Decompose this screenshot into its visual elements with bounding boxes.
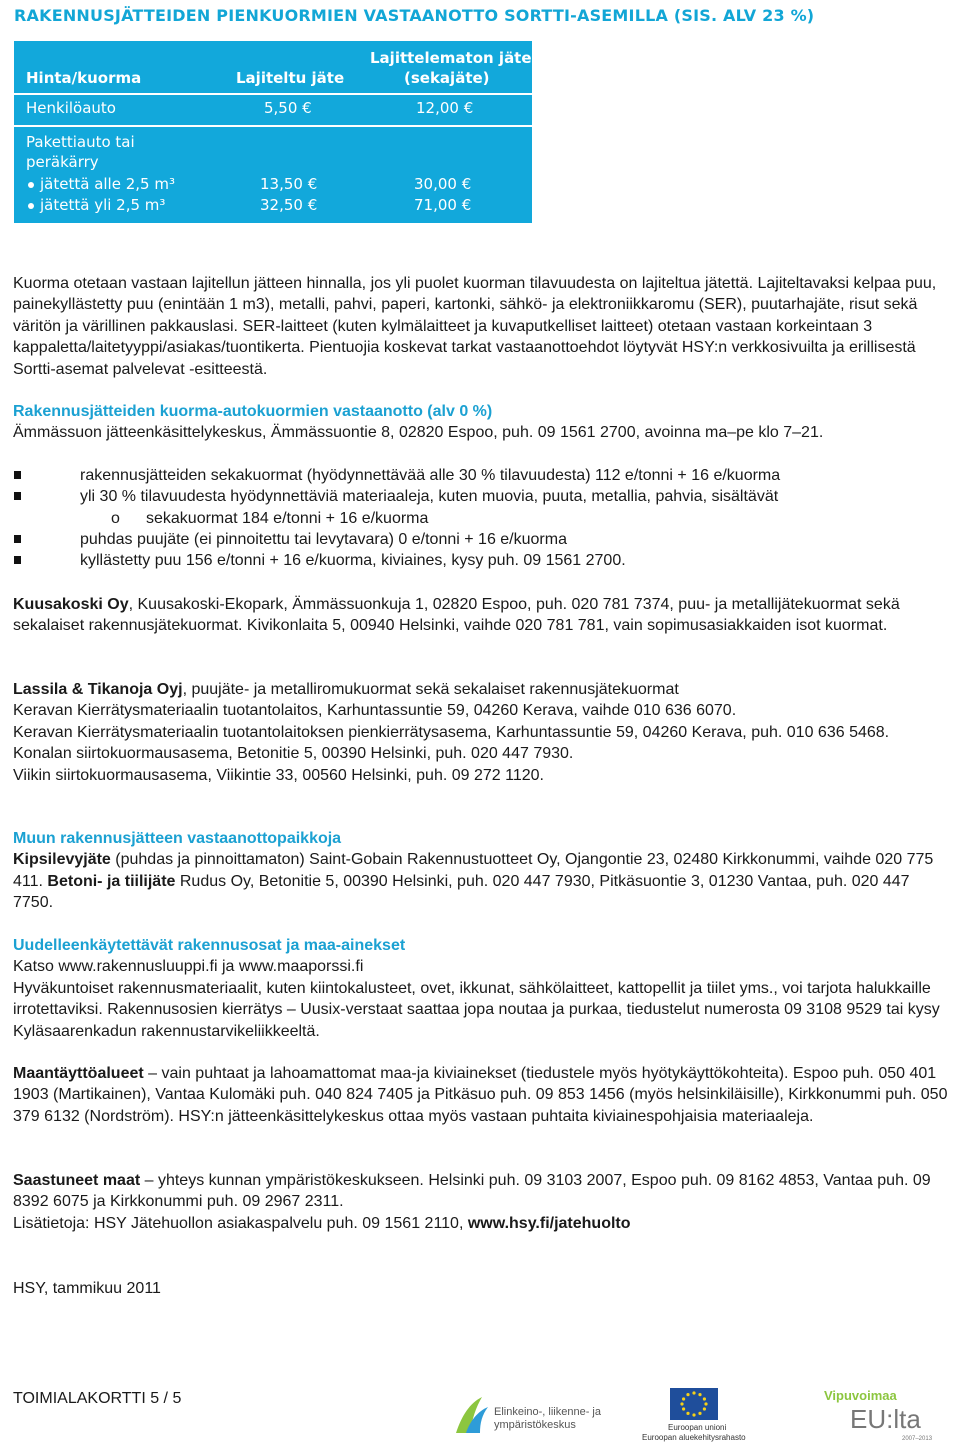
price-list — [13, 465, 953, 572]
eu-text-2: Euroopan aluekehitysrahasto — [642, 1433, 746, 1442]
company-text: , Kuusakoski-Ekopark, Ämmässuonkuja 1, 02820 Espoo, puh. 020 781 7374, puu- ja metallijätekuormat sekä sekalaiset rakennusjätekuormat. Kivikonlaita 5, 00940 Helsinki, vaihde 020 781 781, vain sopimusasiakkaiden isot kuormat. — [13, 596, 900, 635]
ely-logo — [452, 1393, 617, 1437]
table-divider — [14, 125, 532, 127]
row-van-small-sorted: 13,50 € — [260, 175, 318, 193]
vipu-text-1: Vipuvoimaa — [824, 1388, 897, 1403]
links-line: Katso www.rakennusluuppi.fi ja www.maaporssi.fi — [13, 958, 364, 976]
section-heading: Uudelleenkäytettävät rakennusosat ja maa-ainekset — [13, 937, 406, 954]
reuse-text: Hyväkuntoiset rakennusmateriaalit, kuten kiintokalusteet, ovet, ikkunat, sähkölaitteet, kattopellit ja tiilet yms., voi tarjota halukkaille irrotettaviksi. Rakennusosien kierrätys – Uusix-verstaat saattaa jopa noutaa ja purkaa, tiedustelut numerosta 09 3108 9529 tai kysy Kyläsaarenkadun rakennustarvikeliikkeeltä. — [13, 979, 940, 1040]
row-van-small-mixed: 30,00 € — [414, 175, 472, 193]
row-car-sorted: 5,50 € — [264, 99, 312, 117]
waste-text: (puhdas ja pinnoittamaton) Saint-Gobain Rakennustuotteet Oy, Ojangontie 23, 02480 Kirkkonummi, vaihde 020 775 411. — [13, 851, 934, 890]
row-van-small-label: jätettä alle 2,5 m³ — [28, 175, 175, 193]
section-truck-loads — [13, 401, 953, 572]
waste-text: Rudus Oy, Betonitie 5, 00390 Helsinki, puh. 020 447 7930, Pitkäsuontie 3, 01230 Vantaa, puh. 020 447 7750. — [13, 872, 910, 912]
section-heading: Muun rakennusjätteen vastaanottopaikkoja — [13, 830, 342, 847]
info-text: Lisätietoja: HSY Jätehuollon asiakaspalvelu puh. 09 1561 2110, — [13, 1214, 468, 1232]
eu-text-1: Euroopan unioni — [668, 1423, 727, 1432]
list-item: kyllästetty puu 156 e/tonni + 16 e/kuorma, kiviaines, kysy puh. 09 1561 2700. — [13, 550, 953, 571]
location-line: Viikin siirtokuormausasema, Viikintie 33, 00560 Helsinki, puh. 09 272 1120. — [13, 766, 544, 784]
landfill-text: – vain puhtaat ja lahoamattomat maa-ja kiviainekset (tiedustele myös hyötykäyttökohteita). Espoo puh. 050 401 1903 (Martikainen), Vantaa Kulomäki puh. 040 824 7405 ja Pitkäsuo puh. 09 853 1456 (myös helsinkiläisille), Kirkkonummi puh. 050 379 6132 (Nordström). HSY:n jätteenkäsittelykeskus ottaa myös vastaan puhtaita kiviainespohjaisia materiaaleja. — [13, 1065, 948, 1125]
bullet-icon — [28, 182, 34, 188]
table-header-mixed: Lajittelematon jäte — [370, 49, 532, 67]
kuusakoski-paragraph — [13, 594, 953, 637]
company-name: Lassila & Tikanoja Oyj — [13, 681, 183, 698]
section-heading: Rakennusjätteiden kuorma-autokuormien vastaanotto (alv 0 %) — [13, 403, 493, 420]
list-item: puhdas puujäte (ei pinnoitettu tai levytavara) 0 e/tonni + 16 e/kuorma — [13, 529, 953, 550]
location-line: Konalan siirtokuormausasema, Betonitie 5, 00390 Helsinki, puh. 020 447 7930. — [13, 745, 574, 763]
row-van-large-mixed: 71,00 € — [414, 196, 472, 214]
row-car-mixed: 12,00 € — [416, 99, 474, 117]
bullet-icon — [28, 203, 34, 209]
intro-paragraph — [13, 273, 953, 380]
table-header-mixed-sub: (sekajäte) — [404, 69, 490, 87]
row-van-label-2: peräkärry — [26, 153, 99, 171]
waste-type: Betoni- ja tiilijäte — [47, 872, 176, 890]
ely-text-2: ympäristökeskus — [494, 1419, 576, 1431]
landfill-title: Maantäyttöalueet — [13, 1065, 144, 1082]
footer-label: TOIMIALAKORTTI 5 / 5 — [13, 1390, 182, 1407]
eu-flag-logo — [640, 1386, 760, 1442]
ely-text-1: Elinkeino-, liikenne- ja — [494, 1406, 601, 1418]
location-line: Keravan Kierrätysmateriaalin tuotantolaitos, Karhuntassuntie 59, 04260 Kerava, vaihde 010 636 6070. — [13, 702, 737, 720]
signature: HSY, tammikuu 2011 — [13, 1280, 161, 1297]
table-divider — [14, 93, 532, 95]
row-van-large-sorted: 32,50 € — [260, 196, 318, 214]
price-table — [14, 41, 532, 223]
location-line: Keravan Kierrätysmateriaalin tuotantolaitoksen pienkierrätysasema, Karhuntassuntie 59, 04260 Kerava, puh. 010 636 5468. — [13, 723, 890, 741]
list-subitem: o sekakuormat 184 e/tonni + 16 e/kuorma — [13, 508, 953, 529]
vipu-text-3: 2007–2013 — [902, 1436, 933, 1442]
table-header-price: Hinta/kuorma — [26, 69, 142, 87]
list-item: rakennusjätteiden sekakuormat (hyödynnettävää alle 30 % tilavuudesta) 112 e/tonni + 16 e/kuorma — [13, 465, 953, 486]
row-car-label: Henkilöauto — [26, 99, 116, 117]
vipu-text-2: EU:lta — [850, 1404, 921, 1434]
section-other-waste — [13, 828, 953, 914]
address-text: Ämmässuon jätteenkäsittelykeskus, Ämmässuontie 8, 02820 Espoo, puh. 09 1561 2700, avoinna ma–pe klo 7–21. — [13, 424, 824, 442]
row-van-label: Pakettiauto tai — [26, 133, 135, 151]
table-header-sorted: Lajiteltu jäte — [236, 69, 345, 87]
hsy-link[interactable]: www.hsy.fi/jatehuolto — [467, 1214, 631, 1232]
contaminated-paragraph — [13, 1170, 953, 1234]
row-van-large-label: jätettä yli 2,5 m³ — [28, 196, 165, 214]
landfill-paragraph — [13, 1063, 953, 1127]
waste-type: Kipsilevyjäte — [13, 851, 111, 869]
list-item: yli 30 % tilavuudesta hyödynnettäviä materiaaleja, kuten muovia, puuta, metallia, pahvia, sisältävät — [13, 486, 953, 507]
vipuvoimaa-logo — [820, 1386, 940, 1442]
company-text: , puujäte- ja metalliromukuormat sekä sekalaiset rakennusjätekuormat — [182, 681, 679, 698]
company-name: Kuusakoski Oy — [13, 596, 129, 613]
section-reusable — [13, 935, 953, 1042]
contaminated-text: – yhteys kunnan ympäristökeskukseen. Helsinki puh. 09 3103 2007, Espoo puh. 09 8162 4853, Vantaa puh. 09 8392 6075 ja Kirkkonummi puh. 09 2967 2311. — [13, 1172, 931, 1211]
lassila-paragraph — [13, 679, 953, 786]
banner-title: RAKENNUSJÄTTEIDEN PIENKUORMIEN VASTAANOTTO SORTTI-ASEMILLA (SIS. ALV 23 %) — [14, 6, 815, 25]
intro-text: Kuorma otetaan vastaan lajitellun jätteen hinnalla, jos yli puolet kuorman tilavuudesta on lajiteltua jätettä. Lajiteltavaksi kelpaa puu, painekyllästetty puu (enintään 1 m3), metalli, pahvi, paperi, kartonki, sähkö- ja elektroniikkaromu (SER), puutarhajäte, risut sekä väritön ja värillinen pakkauslasi. SER-laitteet (kuten kylmälaitteet ja kuvaputkelliset laitteet) otetaan vastaan korkeintaan 3 kappaletta/laitetyyppi/asiakas/tuontikerta. Pientuojia koskevat tarkat vastaanottoehdot löytyvät HSY:n verkkosivuilta ja erillisestä Sortti-asemat palvelevat -esitteestä. — [13, 275, 937, 378]
contaminated-title: Saastuneet maat — [13, 1172, 141, 1189]
